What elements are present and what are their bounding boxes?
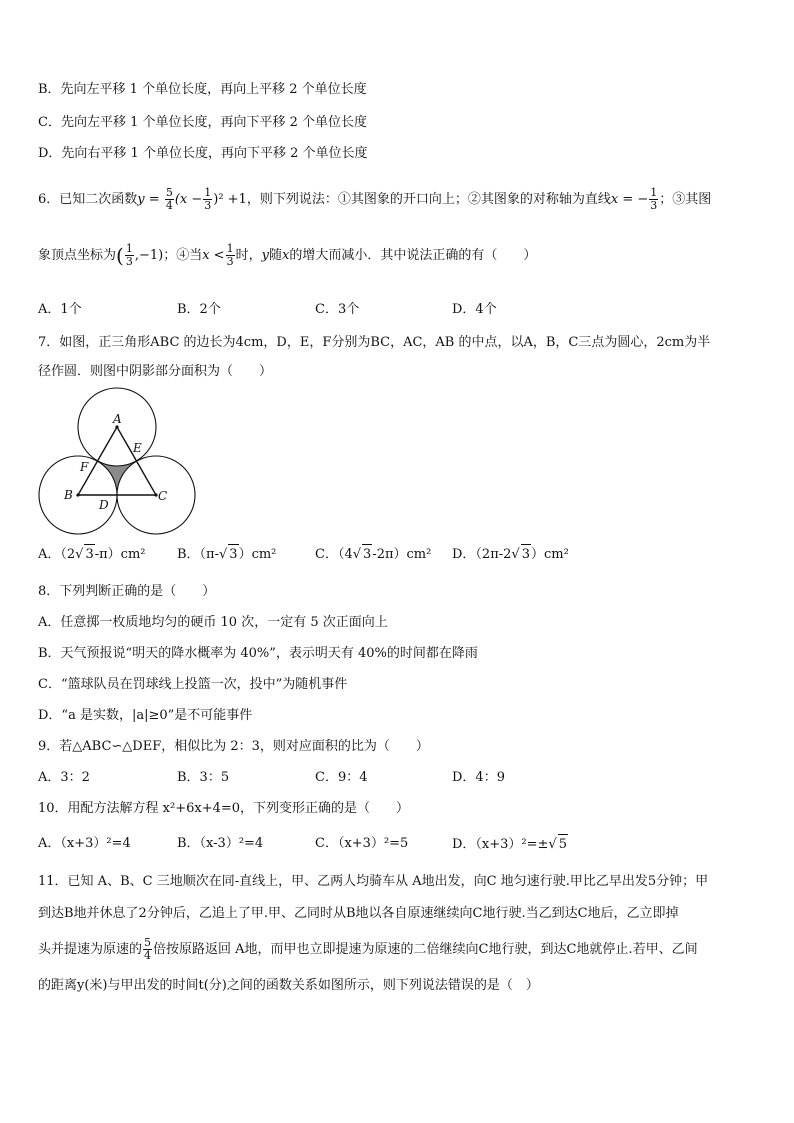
q11-line4: 的距离y(米)与甲出发的时间t(分)之间的函数关系如图所示，则下列说法错误的是（ ）	[38, 978, 539, 993]
shaded-region	[39, 388, 195, 534]
sqrt-radicand: 3	[521, 544, 531, 565]
q11-line1: 11．已知 A、B、C 三地顺次在同-直线上，甲、乙两人均骑车从 A地出发，向C 地匀速行驶.甲比乙早出发5分钟；甲	[38, 874, 709, 889]
q6-option-a: A．1个	[38, 302, 82, 317]
q10-option-c: C．（x+3）²=5	[315, 836, 409, 851]
q11-line2: 到达B地并休息了2分钟后，乙追上了甲.甲、乙同时从B地以各自原速继续向C地行驶.当乙到达C地后，乙立即掉	[38, 906, 679, 921]
q6-axis-eq: x = −	[610, 192, 649, 207]
q6-var-y2: y	[261, 248, 269, 263]
q7-option-c	[315, 544, 431, 565]
q5-option-c: C．先向左平移 1 个单位长度，再向下平移 2 个单位长度	[38, 115, 368, 130]
frac-den: 3	[226, 255, 234, 268]
q11-text-a: 头并提速为原速的	[38, 942, 143, 957]
q6-option-b: B．2个	[177, 302, 221, 317]
label-e: E	[133, 441, 142, 455]
q6-vertex-end: ,−1)	[134, 248, 164, 263]
q6-text-1: 6．已知二次函数	[38, 192, 138, 207]
label-a: A	[113, 412, 122, 426]
q6-frac-5-4	[165, 187, 174, 212]
q8-option-b: B．天气预报说“明天的降水概率为 40%”，表示明天有 40%的时间都在降雨	[38, 646, 478, 661]
sqrt-sign	[219, 547, 227, 562]
label-b: B	[64, 488, 73, 502]
label-f: F	[80, 460, 89, 474]
q6-square: )² +1	[213, 192, 247, 207]
q6-stem-line2	[38, 243, 536, 268]
q11-text-b: 倍按原路返回 A地，而甲也立即提速为原速的二倍继续向C地行驶，到达C地就停止.若甲、乙间	[153, 942, 698, 957]
q10-option-d	[452, 834, 568, 855]
q8-stem: 8．下列判断正确的是（ ）	[38, 584, 216, 599]
q7-option-d	[452, 544, 569, 565]
q11-frac-5-4	[143, 937, 152, 962]
q6-text-7: 随	[268, 248, 282, 263]
q10-stem: 10．用配方法解方程 x²+6x+4=0，下列变形正确的是（ ）	[38, 801, 410, 816]
q10-option-b: B．（x-3）²=4	[177, 836, 264, 851]
q6-frac-axis	[649, 187, 658, 212]
q6-frac-vertex	[125, 243, 134, 268]
frac-num: 5	[165, 186, 173, 199]
q5-option-b: B．先向左平移 1 个单位长度，再向上平移 2 个单位长度	[38, 82, 367, 97]
q6-eq: =	[144, 192, 164, 207]
q6-x-lt: x <	[202, 248, 225, 263]
frac-den: 4	[165, 199, 173, 212]
q9-option-b: B．3：5	[177, 770, 230, 785]
label-c: C	[158, 489, 168, 503]
q6-x-term: (x −	[174, 192, 203, 207]
q8-option-d: D．“a 是实数，|a|≥0”是不可能事件	[38, 708, 253, 723]
q6-text-8: 的增大而减小．其中说法正确的有（ ）	[289, 248, 537, 263]
q6-text-4: 象顶点坐标为	[38, 248, 117, 263]
q6-text-3: ；③其图	[659, 192, 712, 207]
q6-frac-cond	[226, 243, 235, 268]
opt-post: ）cm²	[238, 547, 277, 562]
q7-option-a	[38, 544, 146, 565]
frac-den: 3	[125, 255, 133, 268]
q6-option-d: D．4个	[452, 302, 497, 317]
sqrt-radicand: 5	[558, 834, 568, 855]
point-b	[76, 493, 79, 496]
q8-option-c: C．“篮球队员在罚球线上投篮一次，投中”为随机事件	[38, 677, 348, 692]
opt-pre: D．（2π-2	[452, 547, 512, 562]
q6-option-c: C．3个	[315, 302, 360, 317]
sqrt-sign	[511, 547, 519, 562]
opt-pre: D．（x+3）²=±	[452, 837, 549, 852]
frac-num: 1	[204, 186, 212, 199]
q6-text-2: ，则下列说法：①其图象的开口向上；②其图象的对称轴为直线	[246, 192, 611, 207]
q8-option-a: A．任意掷一枚质地均匀的硬币 10 次，一定有 5 次正面向上	[38, 615, 388, 630]
q5-option-d: D．先向右平移 1 个单位长度，再向下平移 2 个单位长度	[38, 146, 368, 161]
q9-option-a: A．3：2	[38, 770, 90, 785]
q9-stem: 9．若△ABC∽△DEF，相似比为 2：3，则对应面积的比为（ ）	[38, 739, 429, 754]
q6-paren: (	[116, 243, 124, 268]
frac-den: 4	[144, 949, 152, 962]
q7-option-b	[177, 544, 276, 565]
q6-text-5: ；④当	[163, 248, 203, 263]
opt-post: -π）cm²	[94, 547, 146, 562]
q11-line3	[38, 937, 698, 962]
frac-num: 1	[125, 242, 133, 255]
q7-stem-line2: 径作圆．则图中阴影部分面积为（ ）	[38, 364, 273, 379]
q6-var-x: x	[281, 248, 290, 263]
q7-figure	[36, 385, 196, 535]
opt-post: ）cm²	[530, 547, 569, 562]
q6-frac-1-3	[203, 187, 212, 212]
label-d: D	[99, 498, 109, 512]
frac-num: 1	[650, 186, 658, 199]
q7-stem-line1: 7．如图，正三角形ABC 的边长为4cm，D，E，F分别为BC，AC，AB 的中点，以A，B，C三点为圆心，2cm为半	[38, 335, 711, 350]
opt-pre: A．（2	[38, 547, 76, 562]
frac-den: 3	[204, 199, 212, 212]
q6-var-y: y	[137, 192, 145, 207]
q6-stem-line1	[38, 187, 711, 212]
opt-post: -2π）cm²	[372, 547, 432, 562]
opt-pre: B．（π-	[177, 547, 219, 562]
sqrt-radicand: 3	[228, 544, 238, 565]
sqrt-sign	[75, 547, 83, 562]
sqrt-sign	[353, 547, 361, 562]
sqrt-radicand: 3	[84, 544, 94, 565]
q9-option-c: C．9：4	[315, 770, 368, 785]
frac-num: 1	[226, 242, 234, 255]
sqrt-sign	[548, 837, 556, 852]
q10-option-a: A．（x+3）²=4	[38, 836, 131, 851]
frac-num: 5	[144, 936, 152, 949]
sqrt-radicand: 3	[362, 544, 372, 565]
q9-option-d: D．4：9	[452, 770, 505, 785]
opt-pre: C．（4	[315, 547, 353, 562]
frac-den: 3	[650, 199, 658, 212]
q6-text-6: 时，	[235, 248, 262, 263]
